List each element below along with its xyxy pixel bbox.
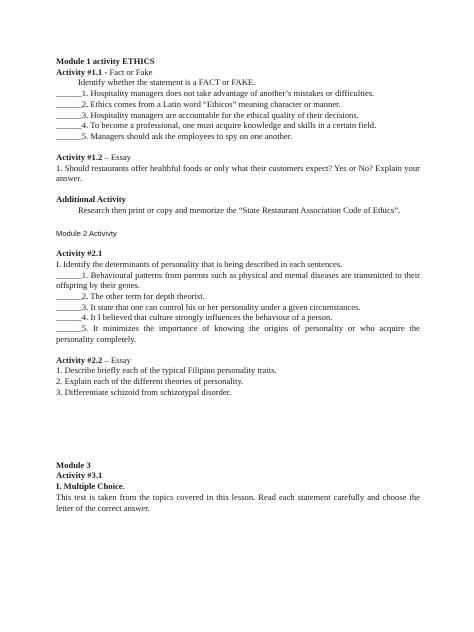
- activity-1-2-label: Activity #1.2: [56, 151, 103, 162]
- activity-1-1-instruction: Identify whether the statement is a FACT or FAKE.: [78, 77, 256, 88]
- module1-title: Module 1 activity ETHICS: [56, 56, 155, 66]
- module2-title: Module 2 Activivty: [56, 228, 117, 238]
- activity-2-2-subtitle: – Essay: [102, 354, 131, 365]
- additional-activity-heading: Additional Activity: [56, 194, 126, 205]
- activity-2-1-item-2: ______2. The other term for depth theorist.: [56, 290, 205, 301]
- activity-3-1-heading: Activity #3.1: [56, 470, 103, 481]
- activity-2-2-heading: [56, 355, 420, 366]
- activity-2-2-item-2: 2. Explain each of the different theories of personality.: [56, 376, 244, 387]
- activity-1-1-item-3: ______3. Hospitality managers are accountable for the ethical quality of their decisions.: [56, 109, 359, 120]
- activity-2-1-item-1: ______1. Behavioural patterns from parents such as physical and mental diseases are transmitted to their offspring by their genes.: [56, 269, 420, 291]
- module3-title: Module 3: [56, 459, 91, 470]
- document-content: [56, 56, 420, 513]
- activity-2-2-item-1: 1. Describe briefly each of the typical Filipino personality traits.: [56, 365, 277, 376]
- additional-activity-text: Research then print or copy and memorize the “State Restaurant Association Code of Ethics”.: [78, 204, 401, 215]
- activity-2-2-item-3: 3. Differentiate schizoid from schizotypal disorder.: [56, 386, 232, 397]
- activity-1-1-item-2: ______2. Ethics comes from a Latin word “Ethicos” meaning character or manner.: [56, 98, 341, 109]
- activity-1-1-subtitle: - Fact or Fake: [102, 66, 153, 77]
- activity-2-1-instruction: I. Identify the determinants of personality that is being described in each sentences.: [56, 258, 343, 269]
- activity-2-1-heading: Activity #2.1: [56, 248, 103, 259]
- activity-1-2-subtitle: – Essay: [102, 151, 131, 162]
- activity-2-2-label: Activity #2.2: [56, 354, 103, 365]
- activity-2-1-item-4: ______4. It I believed that culture strongly influences the behaviour of a person.: [56, 312, 333, 323]
- activity-1-2-item-1: 1. Should restaurants offer healthful foods or only what their customers expect? Yes or No? Explain your answer.: [56, 162, 420, 184]
- activity-2-1-item-5: ______5. It minimizes the importance of knowing the origins of personality or who acquire the personality completely.: [56, 323, 420, 344]
- activity-1-1-label: Activity #1.1: [56, 66, 103, 77]
- activity-1-1-item-5: ______5. Managers should ask the employees to spy on one another.: [56, 131, 293, 142]
- multiple-choice-instruction: This test is taken from the topics covered in this lesson. Read each statement carefully and choose the letter of the correct answer.: [56, 491, 420, 513]
- multiple-choice-heading: I. Multiple Choice.: [56, 481, 125, 492]
- activity-1-1-heading: [56, 67, 420, 78]
- activity-2-1-item-3: ______3. It state that one can control his or her personality under a given circumstances.: [56, 301, 361, 312]
- activity-1-1-item-1: ______1. Hospitality managers does not take advantage of another’s mistakes or difficulties.: [56, 88, 375, 99]
- activity-1-2-heading: [56, 152, 420, 163]
- activity-1-1-item-4: ______4. To become a professional, one must acquire knowledge and skills in a certain field.: [56, 120, 377, 131]
